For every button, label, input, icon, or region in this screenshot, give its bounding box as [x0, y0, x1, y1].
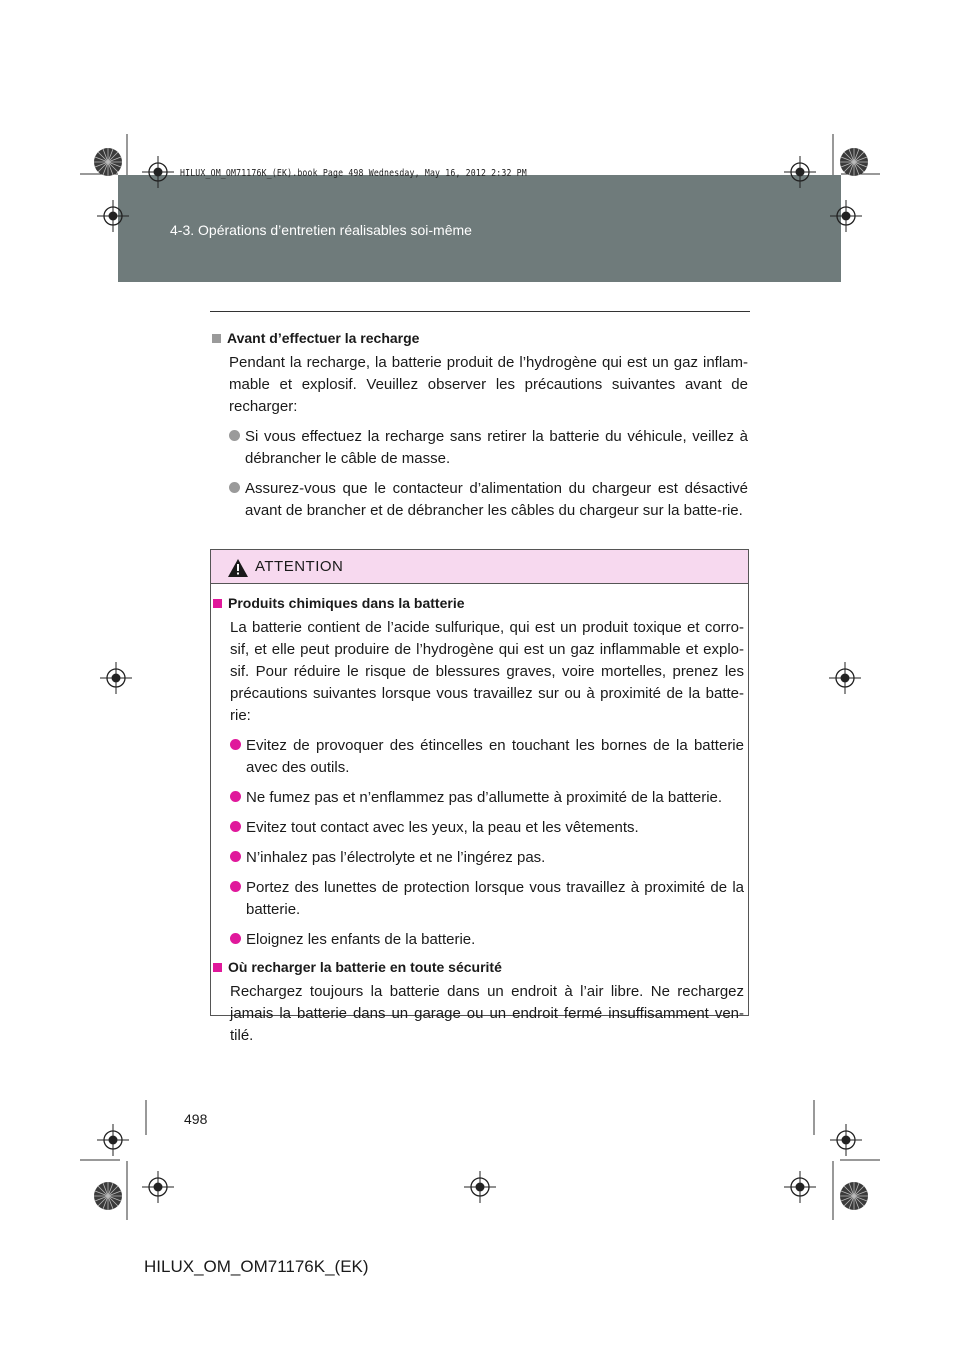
book-stamp: HILUX_OM_OM71176K_(EK).book Page 498 Wednesday, May 16, 2012 2:32 PM: [180, 168, 527, 179]
warning-heading-chemicals: Produits chimiques dans la batterie: [213, 595, 744, 611]
recharge-heading: Avant d’effectuer la recharge: [212, 330, 748, 346]
bullet-dot-icon: [229, 482, 240, 493]
bullet-dot-icon: [230, 851, 241, 862]
bullet-dot-icon: [230, 791, 241, 802]
warning-bullet: Portez des lunettes de protection lorsque vous travaillez à proximité de la batterie.: [230, 877, 744, 921]
section-square-icon: [213, 963, 222, 972]
warning-bullet: N’inhalez pas l’électrolyte et ne l’ingérez pas.: [230, 847, 744, 869]
warning-bullet: Evitez tout contact avec les yeux, la peau et les vêtements.: [230, 817, 744, 839]
bullet-dot-icon: [230, 933, 241, 944]
warning-bullet: Evitez de provoquer des étincelles en touchant les bornes de la batterie avec des outils.: [230, 735, 744, 779]
warning-content: [213, 595, 744, 1047]
section-title: 4-3. Opérations d’entretien réalisables soi-même: [170, 222, 472, 238]
warning-title: ATTENTION: [255, 558, 344, 575]
warning-intro: La batterie contient de l’acide sulfurique, qui est un produit toxique et corro-sif, et elle peut produire de l’hydrogène qui est un gaz inflammable et explo-sif. Pour réduire le risque de blessures graves, voire mortelles, prenez les précautions suivantes lorsque vous travaillez sur ou à proximité de la batte-rie:: [230, 619, 744, 724]
bullet-dot-icon: [230, 821, 241, 832]
warning-heading-safe-charging: Où recharger la batterie en toute sécurité: [213, 959, 744, 975]
bullet-dot-icon: [230, 739, 241, 750]
warning-bullet: Ne fumez pas et n’enflammez pas d’allumette à proximité de la batterie.: [230, 787, 744, 809]
section-square-icon: [212, 334, 221, 343]
recharge-bullet: Si vous effectuez la recharge sans retirer la batterie du véhicule, veillez à débrancher le câble de masse.: [229, 426, 748, 470]
page-number: 498: [184, 1111, 208, 1127]
section-square-icon: [213, 599, 222, 608]
warning-bullet: Eloignez les enfants de la batterie.: [230, 929, 744, 951]
warning-safe-charging-text: Rechargez toujours la batterie dans un endroit à l’air libre. Ne rechargez jamais la batterie dans un garage ou un endroit fermé insuffisamment ven-tilé.: [230, 983, 744, 1044]
recharge-section: [212, 330, 748, 522]
section-rule: [210, 311, 750, 312]
warning-triangle-icon: [228, 559, 248, 577]
recharge-intro: Pendant la recharge, la batterie produit de l’hydrogène qui est un gaz inflam-mable et explosif. Veuillez observer les précautions suivantes avant de recharger:: [229, 354, 748, 415]
document-code: HILUX_OM_OM71176K_(EK): [144, 1257, 369, 1276]
recharge-bullet: Assurez-vous que le contacteur d’alimentation du chargeur est désactivé avant de brancher et de débrancher les câbles du chargeur sur la batte-rie.: [229, 478, 748, 522]
warning-box: [210, 549, 749, 1044]
bullet-dot-icon: [230, 881, 241, 892]
warning-header: [211, 550, 748, 584]
bullet-dot-icon: [229, 430, 240, 441]
